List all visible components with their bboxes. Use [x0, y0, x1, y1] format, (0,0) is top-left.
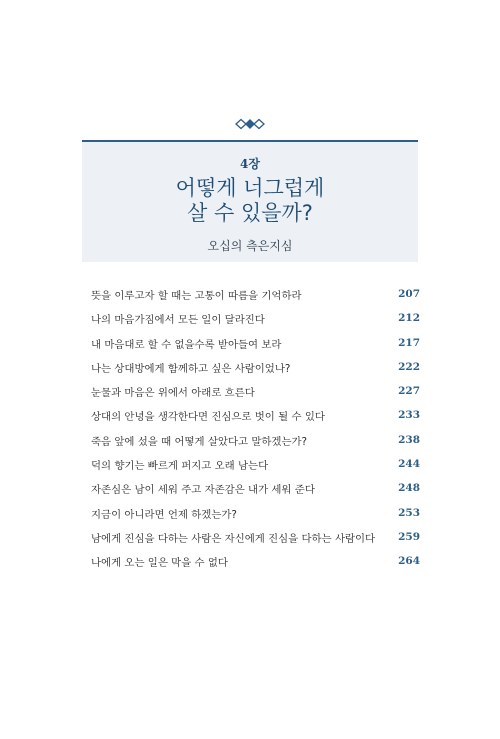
toc-entry[interactable] — [91, 331, 420, 355]
toc-entry-page: 259 — [398, 530, 420, 543]
toc-entry-page: 244 — [398, 458, 420, 471]
toc-entry[interactable] — [91, 452, 420, 476]
toc-entry-title: 나는 상대방에게 함께하고 싶은 사람이었나? — [91, 362, 291, 375]
toc-entry[interactable] — [91, 525, 420, 549]
toc-entry-title: 남에게 진심을 다하는 사람은 자신에게 진심을 다하는 사람이다 — [91, 532, 376, 545]
toc-entry-page: 264 — [398, 555, 420, 568]
toc-entry[interactable] — [91, 282, 420, 306]
chapter-title-line-1: 어떻게 너그럽게 — [175, 176, 325, 200]
toc-entry-page: 253 — [398, 506, 420, 519]
toc-entry[interactable] — [91, 428, 420, 452]
toc-entry-title: 죽음 앞에 섰을 때 어떻게 살았다고 말하겠는가? — [91, 435, 308, 448]
toc-entry-page: 217 — [398, 336, 420, 349]
toc-entry[interactable] — [91, 476, 420, 500]
toc-entry[interactable] — [91, 379, 420, 403]
chapter-title — [82, 176, 418, 226]
toc-entry-title: 뜻을 이루고자 할 때는 고통이 따름을 기억하라 — [91, 290, 302, 302]
toc-entry-title: 나의 마음가짐에서 모든 일이 달라진다 — [91, 314, 265, 327]
toc-entry-title: 자존심은 남이 세워 주고 자존감은 내가 세워 준다 — [91, 484, 315, 497]
toc-entry[interactable] — [91, 501, 420, 525]
toc-entry-title: 내 마음대로 할 수 없을수록 받아들여 보라 — [91, 338, 282, 351]
diamond-ornament-icon — [0, 115, 500, 129]
toc-entry-page: 212 — [398, 312, 420, 325]
toc-entry-title: 지금이 아니라면 언제 하겠는가? — [91, 508, 237, 521]
chapter-subtitle: 오십의 측은지심 — [207, 239, 293, 253]
toc-entry[interactable] — [91, 403, 420, 427]
toc-entry[interactable] — [91, 306, 420, 330]
toc-entry[interactable] — [91, 549, 420, 573]
chapter-header — [82, 140, 418, 262]
toc-entry-page: 207 — [398, 288, 420, 300]
toc-entry-title: 상대의 안녕을 생각한다면 진심으로 벗이 될 수 있다 — [91, 411, 325, 424]
toc-entry-page: 233 — [398, 409, 420, 422]
chapter-title-line-2: 살 수 있을까? — [187, 201, 313, 225]
toc-entry-page: 238 — [398, 433, 420, 446]
toc-entry-title: 덕의 향기는 빠르게 퍼지고 오래 남는다 — [91, 460, 269, 473]
toc-entry[interactable] — [91, 355, 420, 379]
toc-entry-page: 248 — [398, 482, 420, 495]
table-of-contents — [91, 282, 420, 574]
chapter-number: 4장 — [240, 157, 260, 171]
toc-entry-page: 227 — [398, 385, 420, 398]
toc-entry-title: 나에게 오는 일은 막을 수 없다 — [91, 557, 228, 570]
toc-entry-page: 222 — [398, 360, 420, 373]
toc-entry-title: 눈물과 마음은 위에서 아래로 흐른다 — [91, 387, 255, 400]
